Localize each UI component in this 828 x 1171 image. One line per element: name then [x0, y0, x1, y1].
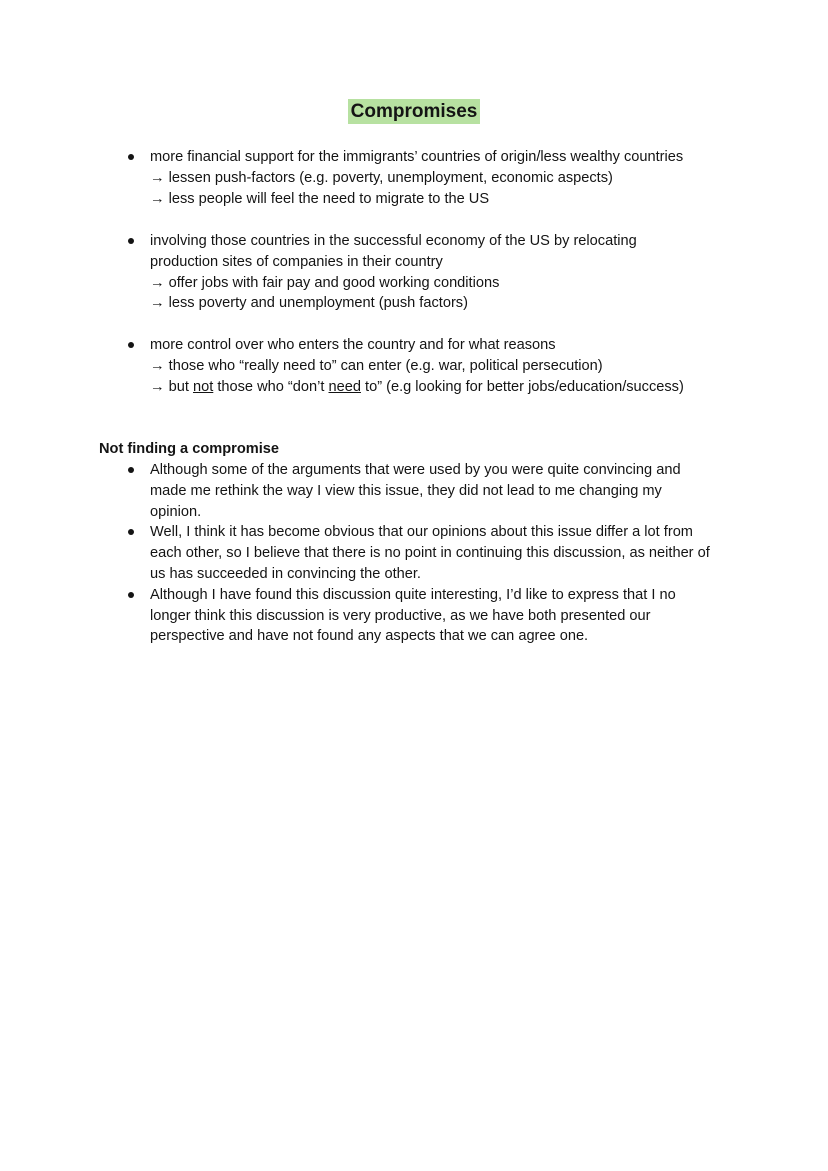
list-item-line: → those who “really need to” can enter (e.g. war, political persecution): [150, 357, 603, 374]
not-finding-item-3: [150, 585, 730, 647]
bullet-icon: [128, 529, 134, 535]
underlined-word-not: not: [193, 378, 214, 395]
bullet-icon: [128, 238, 134, 244]
not-finding-item-1: [150, 460, 730, 522]
list-item-line: involving those countries in the successful economy of the US by relocating: [150, 233, 637, 249]
list-item-text: Although some of the arguments that were used by you were quite convincing and made me rethink the way I view this issue, they did not lead to me changing my opinion.: [150, 462, 681, 520]
list-item-line: → lessen push-factors (e.g. poverty, unemployment, economic aspects): [150, 169, 613, 186]
not-finding-list: [150, 460, 730, 647]
text-segment: those who “don’t: [213, 378, 329, 395]
list-item-line: more financial support for the immigrants’ countries of origin/less wealthy countries: [150, 149, 684, 165]
list-item-line: more control over who enters the country and for what reasons: [150, 337, 556, 353]
compromise-list-2: [150, 231, 637, 314]
compromise-item-more-control: [150, 335, 684, 397]
compromise-list-3: [150, 335, 684, 397]
text-segment: → but: [150, 378, 193, 395]
bullet-icon: [128, 154, 134, 160]
compromise-list-1: [150, 147, 683, 209]
list-item-line: → less people will feel the need to migrate to the US: [150, 190, 490, 207]
list-item-text: Well, I think it has become obvious that our opinions about this issue differ a lot from each other, so I believe that there is no point in continuing this discussion, as neither of us has succeeded in convincing the other.: [150, 524, 710, 582]
list-item-line: → less poverty and unemployment (push factors): [150, 295, 468, 312]
text-segment: to” (e.g looking for better jobs/education/success): [360, 378, 684, 395]
underlined-word-need: need: [328, 378, 361, 395]
bullet-icon: [128, 342, 134, 348]
not-finding-item-2: [150, 522, 730, 584]
section-heading-not-finding: Not finding a compromise: [99, 441, 279, 457]
title-container: [0, 99, 828, 124]
bullet-icon: [128, 467, 134, 473]
page-title: Compromises: [348, 99, 481, 124]
list-item-line: → offer jobs with fair pay and good working conditions: [150, 274, 500, 291]
compromise-item-financial-support: [150, 147, 683, 209]
bullet-icon: [128, 592, 134, 598]
compromise-item-involving-countries: [150, 231, 637, 314]
list-item-text: Although I have found this discussion quite interesting, I’d like to express that I no longer think this discussion is very productive, as we have both presented our perspective and have not found any aspects that we can agree one.: [150, 586, 676, 645]
list-item-line-with-underlines: [150, 377, 684, 398]
list-item-line: production sites of companies in their country: [150, 253, 443, 270]
